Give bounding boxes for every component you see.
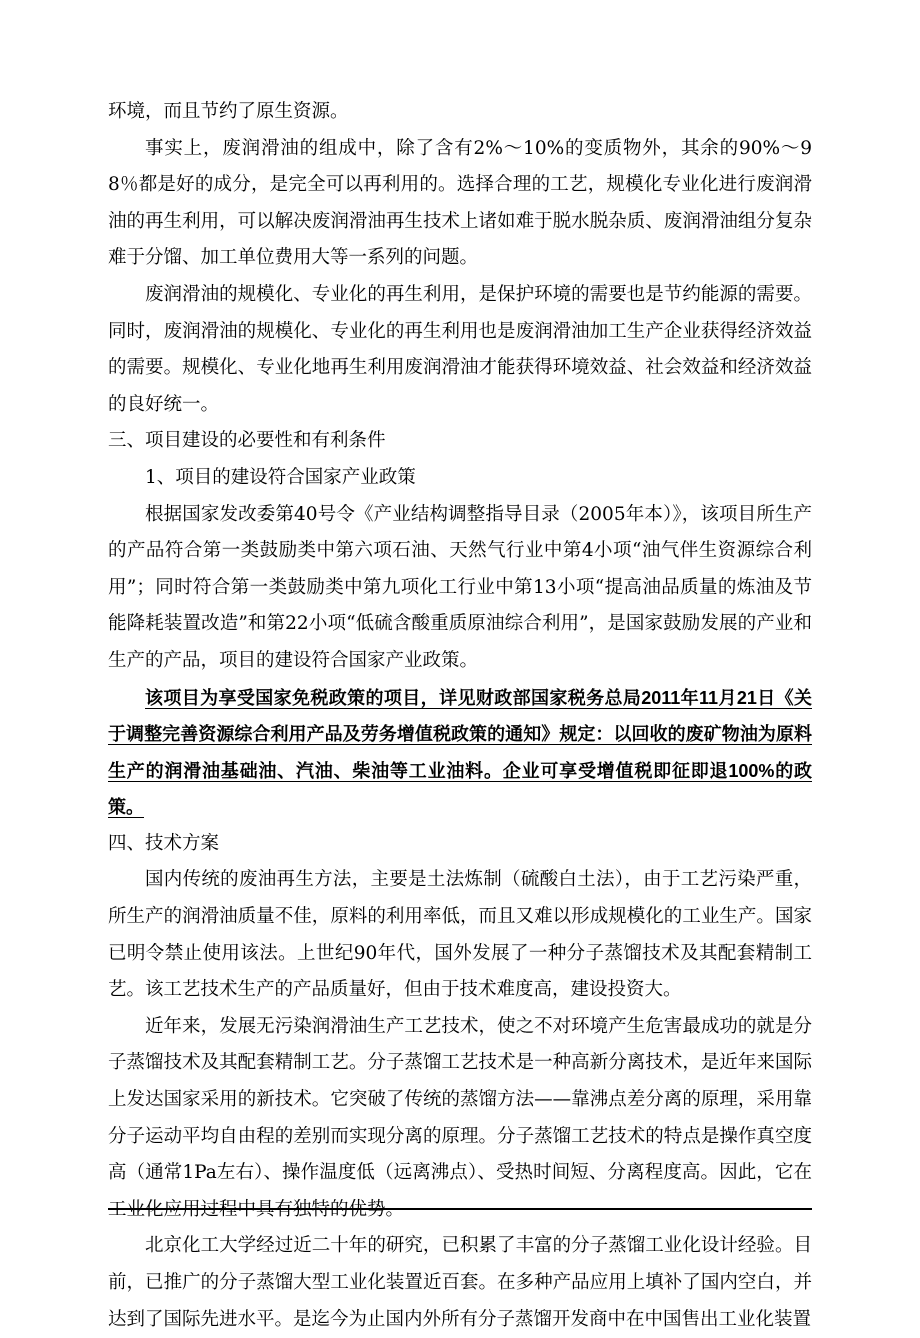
paragraph-buct-experience: 北京化工大学经过近二十年的研究，已积累了丰富的分子蒸馏工业化设计经验。目前，已推广的分子蒸馏大型工业化装置近百套。在多种产品应用上填补了国内空白，并达到了国际先进水平。是迄今为止国内外所有分子蒸馏开发商中在中国售出工业化装置 [108, 1235, 812, 1330]
paragraph-tax-policy: 该项目为享受国家免税政策的项目，详见财政部国家税务总局2011年11月21日《关于调整完善资源综合利用产品及劳务增值税政策的通知》规定：以回收的废矿物油为原料生产的润滑油基础油、汽油、柴油等工业油料。企业可享受增值税即征即退100%的政策。 [108, 687, 812, 818]
paragraph-industry-policy: 根据国家发改委第40号令《产业结构调整指导目录（2005年本）》，该项目所生产的产品符合第一类鼓励类中第六项石油、天然气行业中第4小项“油气伴生资源综合利用”；同时符合第一类鼓励类中第九项化工行业中第13小项“提高油品质量的炼油及节能降耗装置改造”和第22小项“低硫含酸重质原油综合利用”，是国家鼓励发展的产业和生产的产品，项目的建设符合国家产业政策。 [108, 503, 812, 671]
paragraph-molecular-distillation: 近年来，发展无污染润滑油生产工艺技术，使之不对环境产生危害最成功的就是分子蒸馏技术及其配套精制工艺。分子蒸馏工艺技术是一种高新分离技术，是近年来国际上发达国家采用的新技术。它突破了传统的蒸馏方法——靠沸点差分离的原理，采用靠分子运动平均自由程的差别而实现分离的原理。分子蒸馏工艺技术的特点是操作真空度高（通常1Pa左右）、操作温度低（远离沸点）、受热时间短、分离程度高。因此，它在工业化应用过程中具有独特的优势。 [108, 1015, 812, 1220]
section-heading-3: 三、项目建设的必要性和有利条件 [108, 430, 386, 452]
paragraph-intro-tail: 环境，而且节约了原生资源。 [108, 101, 349, 122]
paragraph-composition: 事实上，废润滑油的组成中，除了含有2%～10%的变质物外，其余的90%～98％都是好的成分，是完全可以再利用的。选择合理的工艺，规模化专业化进行废润滑油的再生利用，可以解决废润滑油再生技术上诸如难于脱水脱杂质、废润滑油组分复杂难于分馏、加工单位费用大等一系列的问题。 [108, 137, 812, 269]
paragraph-traditional-method: 国内传统的废油再生方法，主要是土法炼制（硫酸白土法），由于工艺污染严重，所生产的润滑油质量不佳，原料的利用率低，而且又难以形成规模化的工业生产。国家已明令禁止使用该法。上世纪90年代，国外发展了一种分子蒸馏技术及其配套精制工艺。该工艺技术生产的产品质量好，但由于技术难度高，建设投资大。 [108, 869, 812, 1001]
section-heading-4: 四、技术方案 [108, 832, 220, 854]
footer-rule [108, 1208, 812, 1210]
subsection-heading-3-1: 1、项目的建设符合国家产业政策 [145, 466, 416, 488]
document-page [108, 94, 812, 1338]
paragraph-scale-recycling: 废润滑油的规模化、专业化的再生利用，是保护环境的需要也是节约能源的需要。同时，废润滑油的规模化、专业化的再生利用也是废润滑油加工生产企业获得经济效益的需要。规模化、专业化地再生利用废润滑油才能获得环境效益、社会效益和经济效益的良好统一。 [108, 283, 812, 415]
